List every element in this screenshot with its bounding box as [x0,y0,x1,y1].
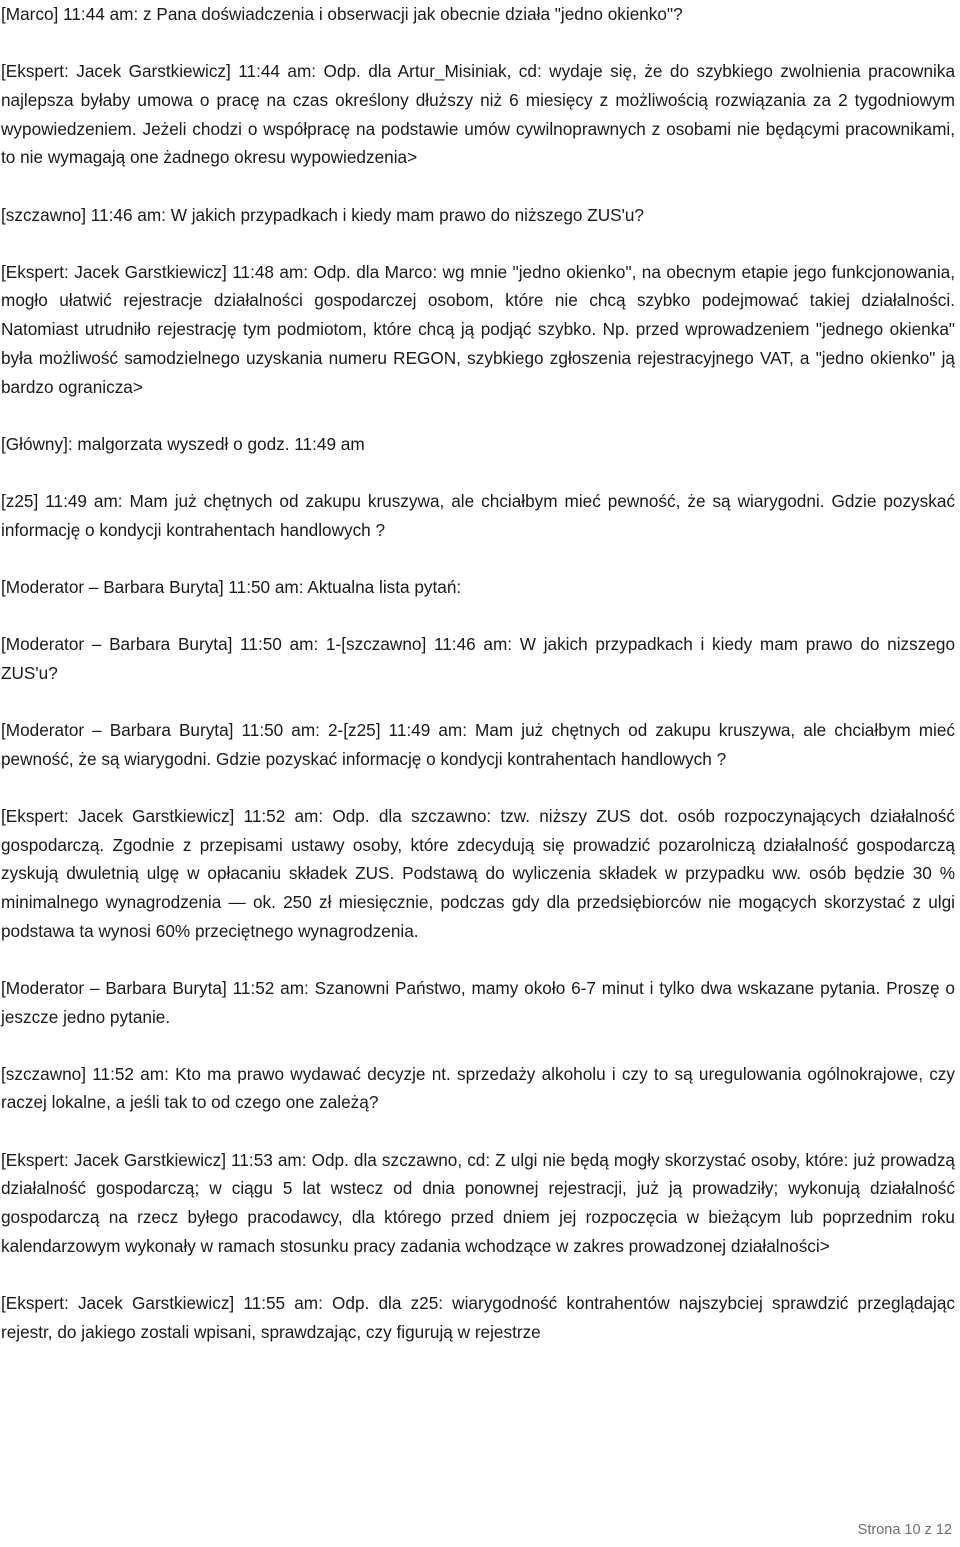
message-expert-answer-artur: [Ekspert: Jacek Garstkiewicz] 11:44 am: Odp. dla Artur_Misiniak, cd: wydaje się, że do szybkiego zwolnienia pracownika najlepsza byłaby umowa o pracę na czas określony dłuższy niż 6 miesięcy z możliwością rozwiązania za 2 tygodniowym wypowiedzeniem. Jeżeli chodzi o współpracę na podstawie umów cywilnoprawnych z osobami nie będącymi pracownikami, to nie wymagają one żadnego okresu wypowiedzenia> [1,61,955,168]
message-moderator-question-2: [Moderator – Barbara Buryta] 11:50 am: 2-[z25] 11:49 am: Mam już chętnych od zakupu kruszywa, ale chciałbym mieć pewność, że są wiarygodni. Gdzie pozyskać informację o kondycji kontrahentach handlowych ? [1,719,955,769]
message-system-user-left: [Główny]: malgorzata wyszedł o godz. 11:49 am [1,433,365,454]
message-moderator-time-notice: [Moderator – Barbara Buryta] 11:52 am: Szanowni Państwo, mamy około 6-7 minut i tylko dwa wskazane pytania. Proszę o jeszcze jedno pytanie. [1,977,955,1027]
message-moderator-question-1: [Moderator – Barbara Buryta] 11:50 am: 1-[szczawno] 11:46 am: W jakich przypadkach i kiedy mam prawo do nizszego ZUS'u? [1,634,955,683]
message-expert-answer-marco: [Ekspert: Jacek Garstkiewicz] 11:48 am: Odp. dla Marco: wg mnie "jedno okienko", na obecnym etapie jego funkcjonowania, mogło ułatwić rejestracje działalności gospodarczej osobom, które nie chcą szybko podejmować takiej działalności. Natomiast utrudniło rejestrację tym podmiotom, które chcą ją podjąć szybko. Np. przed wprowadzeniem "jednego okienka" była możliwość samodzielnego uzyskania numeru REGON, szybkiego zgłoszenia rejestracyjnego VAT, a "jedno okienko" ją bardzo ogranicza> [1,261,955,397]
message-expert-answer-z25: [Ekspert: Jacek Garstkiewicz] 11:55 am: Odp. dla z25: wiarygodność kontrahentów najszybciej sprawdzić przeglądając rejestr, do jakiego zostali wpisani, sprawdzając, czy figurują w rejestrze [1,1293,955,1342]
message-moderator-list-header: [Moderator – Barbara Buryta] 11:50 am: Aktualna lista pytań: [1,576,462,597]
message-z25-question: [z25] 11:49 am: Mam już chętnych od zakupu kruszywa, ale chciałbym mieć pewność, że są wiarygodni. Gdzie pozyskać informację o kondycji kontrahentach handlowych ? [1,490,955,540]
message-szczawno-question-alcohol: [szczawno] 11:52 am: Kto ma prawo wydawać decyzje nt. sprzedaży alkoholu i czy to są uregulowania ogólnokrajowe, czy raczej lokalne, a jeśli tak to od czego one zależą? [1,1063,955,1113]
page-number: Strona 10 z 12 [857,1522,952,1538]
message-expert-answer-szczawno: [Ekspert: Jacek Garstkiewicz] 11:52 am: Odp. dla szczawno: tzw. niższy ZUS dot. osób rozpoczynających działalność gospodarczą. Zgodnie z przepisami ustawy osoby, które zdecydują się prowadzić pozarolniczą działalność gospodarczą zyskują dwuletnią ulgę w opłacaniu składek ZUS. Podstawą do wyliczenia składek w przypadku ww. osób będzie 30 % minimalnego wynagrodzenia — ok. 250 zł miesięcznie, podczas gdy dla przedsiębiorców nie mogących skorzystać z ulgi podstawa ta wynosi 60% przeciętnego wynagrodzenia. [1,805,955,941]
message-expert-answer-szczawno-cd: [Ekspert: Jacek Garstkiewicz] 11:53 am: Odp. dla szczawno, cd: Z ulgi nie będą mogły skorzystać osoby, które: już prowadzą działalność gospodarczą; w ciągu 5 lat wstecz od dnia ponownej rejestracji, już ją prowadziły; wykonują działalność gospodarczą na rzecz byłego pracodawcy, dla którego przed dniem jej rozpoczęcia w bieżącym lub poprzednim roku kalendarzowym wykonały w ramach stosunku pracy zadania wchodzące w zakres prowadzonej działalności> [1,1149,955,1256]
message-marco-question: [Marco] 11:44 am: z Pana doświadczenia i obserwacji jak obecnie działa "jedno okienko"? [1,4,683,24]
transcript-body [1,0,955,1375]
message-szczawno-question: [szczawno] 11:46 am: W jakich przypadkach i kiedy mam prawo do niższego ZUS'u? [1,204,644,225]
